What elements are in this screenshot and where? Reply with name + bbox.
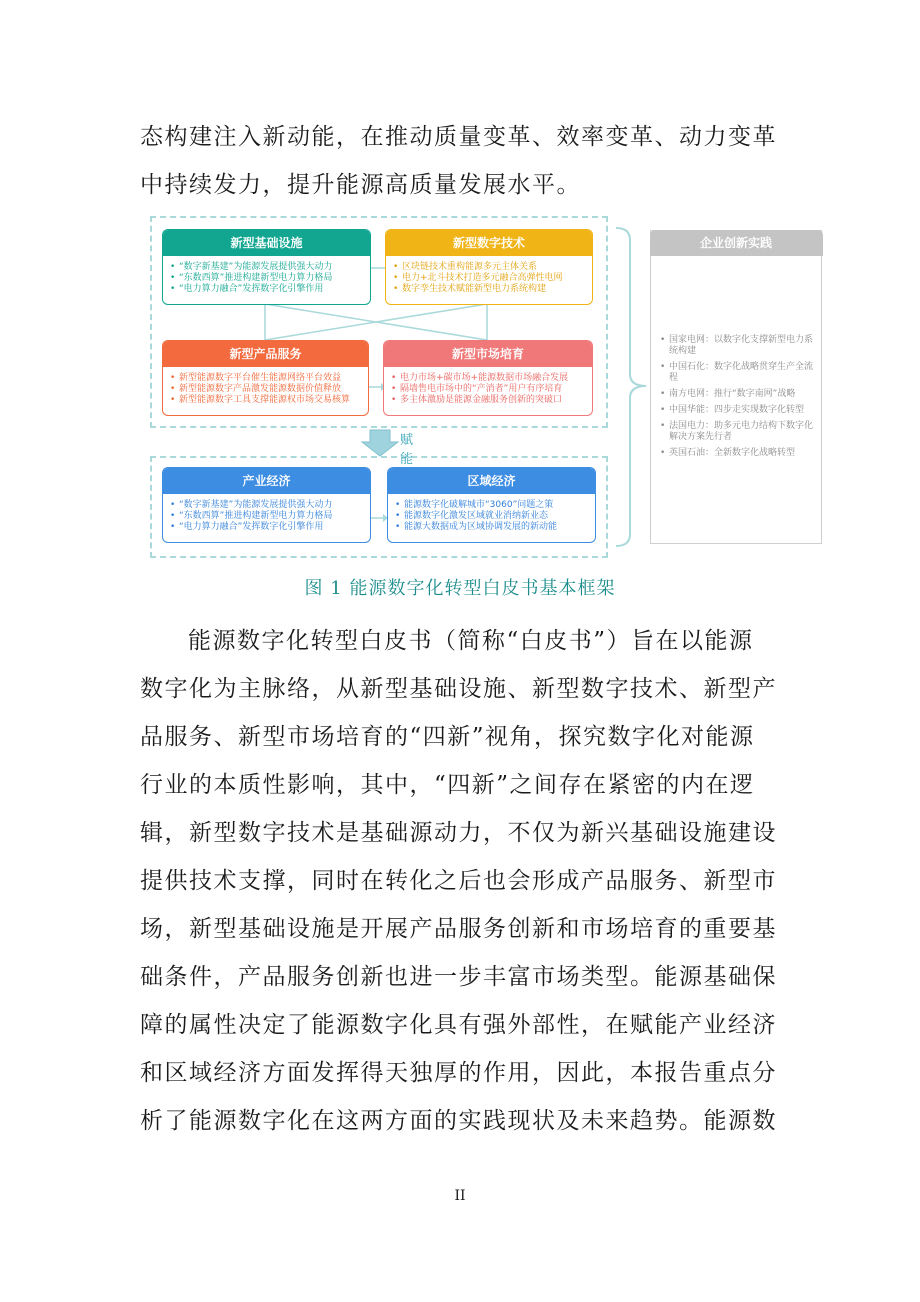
box-item: • 新型能源数字平台催生能源网络平台效益	[179, 373, 362, 384]
box-item: • “电力算力融合”发挥数字化引擎作用	[179, 284, 364, 295]
text-line: 和区域经济方面发挥得天独厚的作用，因此，本报告重点分	[140, 1060, 777, 1086]
box-item: • 能源数字化破解城市“3060”问题之策	[404, 500, 589, 511]
text-line: 础条件，产品服务创新也进一步丰富市场类型。能源基础保	[140, 964, 777, 990]
box-item: • 能源大数据成为区域协调发展的新动能	[404, 522, 589, 533]
box-title: 新型产品服务	[163, 341, 368, 367]
box-item: • 数字孪生技术赋能新型电力系统构建	[402, 284, 586, 295]
text-line: 析了能源数字化在这两方面的实践现状及未来趋势。能源数	[140, 1108, 777, 1134]
text-line: 场，新型基础设施是开展产品服务创新和市场培育的重要基	[140, 916, 777, 942]
box-industrial-economy	[162, 467, 371, 543]
panel-item: • 国家电网：以数字化支撑新型电力系统构建	[669, 335, 815, 357]
figure-caption: 图 1 能源数字化转型白皮书基本框架	[304, 578, 616, 599]
panel-item: • 中国石化：数字化战略贯穿生产全流程	[669, 362, 815, 384]
box-item: • 新型能源数字工具支撑能源权市场交易核算	[179, 395, 362, 406]
box-item: • “数字新基建”为能源发展提供强大动力	[179, 500, 364, 511]
text-line: 障的属性决定了能源数字化具有强外部性，在赋能产业经济	[140, 1012, 777, 1038]
box-item: • “东数西算”推进构建新型电力算力格局	[179, 273, 364, 284]
body-paragraph	[140, 617, 780, 1145]
box-title: 新型基础设施	[163, 230, 370, 256]
box-new-product-service	[162, 340, 369, 416]
text-line: 品服务、新型市场培育的“四新”视角，探究数字化对能源	[140, 724, 755, 750]
panel-title: 企业创新实践	[650, 230, 823, 256]
text-line: 辑，新型数字技术是基础源动力，不仅为新兴基础设施建设	[140, 820, 777, 846]
box-item: • 多主体激励是能源金融服务创新的突破口	[400, 395, 586, 406]
box-item: • “电力算力融合”发挥数字化引擎作用	[179, 522, 364, 533]
box-title: 区域经济	[388, 468, 595, 494]
panel-item: • 英国石油：全新数字化战略转型	[669, 448, 815, 459]
box-item: • 能源数字化激发区域就业消纳新业态	[404, 511, 589, 522]
box-new-infrastructure	[162, 229, 371, 305]
box-item: • 新型能源数字产品激发能源数据价值释放	[179, 384, 362, 395]
enable-label: 赋能	[400, 433, 414, 467]
text-line: 提供技术支撑，同时在转化之后也会形成产品服务、新型市	[140, 868, 777, 894]
panel-item: • 南方电网：推行“数字南网”战略	[669, 389, 815, 400]
box-item: • “数字新基建”为能源发展提供强大动力	[179, 262, 364, 273]
panel-item: • 中国华能：四步走实现数字化转型	[669, 405, 815, 416]
text-line: 中持续发力，提升能源高质量发展水平。	[140, 172, 581, 198]
text-line: 数字化为主脉络，从新型基础设施、新型数字技术、新型产	[140, 676, 777, 702]
text-line: 态构建注入新动能，在推动质量变革、效率变革、动力变革	[140, 124, 777, 150]
box-title: 产业经济	[163, 468, 370, 494]
text-line: 能源数字化转型白皮书（简称“白皮书”）旨在以能源	[188, 628, 754, 654]
box-new-market-cultivation	[383, 340, 593, 416]
box-regional-economy	[387, 467, 596, 543]
text-line: 行业的本质性影响，其中，“四新”之间存在紧密的内在逻	[140, 772, 755, 798]
enterprise-practice-panel	[650, 230, 822, 544]
box-item: • 电力+北斗技术打造多元融合高弹性电网	[402, 273, 586, 284]
box-item: • “东数西算”推进构建新型电力算力格局	[179, 511, 364, 522]
box-item: • 区块链技术重构能源多元主体关系	[402, 262, 586, 273]
box-title: 新型市场培育	[384, 341, 592, 367]
panel-item: • 法国电力：助多元电力结构下数字化解决方案先行者	[669, 421, 815, 443]
box-item: • 电力市场+碳市场+能源数据市场融合发展	[400, 373, 586, 384]
box-item: • 隔墙售电市场中的“产消者”用户有序培育	[400, 384, 586, 395]
page-number: II	[454, 1188, 466, 1204]
box-new-digital-tech	[385, 229, 593, 305]
box-title: 新型数字技术	[386, 230, 592, 256]
